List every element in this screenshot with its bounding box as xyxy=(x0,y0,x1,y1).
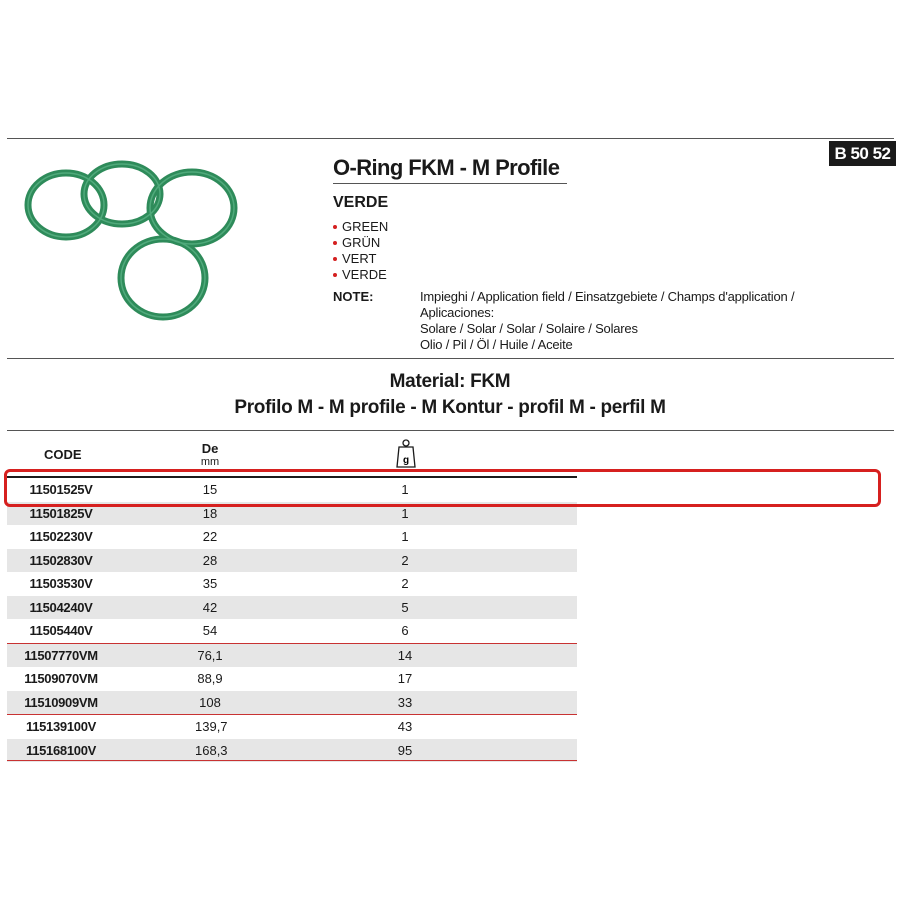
color-name-item: GREEN xyxy=(333,219,388,235)
table-row xyxy=(7,619,577,643)
cell-weight: 33 xyxy=(397,694,413,710)
cell-code: 11501525V xyxy=(29,482,93,497)
note-line: Solare / Solar / Solar / Solaire / Solares xyxy=(420,321,638,336)
cell-code: 11502830V xyxy=(29,552,93,568)
color-name-item: VERDE xyxy=(333,267,388,283)
cell-weight: 2 xyxy=(401,552,409,568)
column-header-de: De xyxy=(201,441,219,456)
cell-de: 108 xyxy=(199,694,221,710)
cell-code: 11501825V xyxy=(29,505,93,521)
cell-de: 168,3 xyxy=(195,742,228,758)
table-row xyxy=(7,643,577,668)
cell-de: 54 xyxy=(202,623,218,638)
color-name-list xyxy=(333,219,388,283)
cell-de: 18 xyxy=(202,505,218,521)
table-row xyxy=(7,596,577,620)
cell-de: 42 xyxy=(202,599,218,615)
column-header-code: CODE xyxy=(44,447,82,462)
cell-weight: 43 xyxy=(397,719,413,734)
cell-weight: 95 xyxy=(397,742,413,758)
material-heading: Material: FKM xyxy=(389,371,511,392)
cell-code: 11510909VM xyxy=(24,694,98,710)
cell-code: 115168100V xyxy=(25,742,97,758)
table-row xyxy=(7,549,577,573)
profile-heading: Profilo M - M profile - M Kontur - profil M - perfil M xyxy=(234,397,666,418)
cell-weight: 5 xyxy=(401,599,409,615)
cell-de: 15 xyxy=(202,482,218,497)
cell-code: 11509070VM xyxy=(24,671,98,686)
cell-weight: 1 xyxy=(401,482,409,497)
product-title: O-Ring FKM - M Profile xyxy=(333,155,560,180)
top-divider xyxy=(7,138,894,139)
color-name-item: GRÜN xyxy=(333,235,388,251)
cell-weight: 14 xyxy=(397,647,413,663)
cell-code: 11507770VM xyxy=(24,647,98,663)
cell-code: 115139100V xyxy=(25,719,97,734)
weight-icon xyxy=(393,438,419,468)
cell-de: 88,9 xyxy=(197,671,223,686)
highlighted-row-outline xyxy=(4,469,881,507)
table-row xyxy=(7,739,577,763)
color-heading: VERDE xyxy=(333,194,389,211)
cell-de: 35 xyxy=(202,576,218,591)
table-top-divider xyxy=(7,430,894,431)
o-ring-product-image xyxy=(18,150,248,340)
cell-weight: 17 xyxy=(397,671,413,686)
table-row xyxy=(7,714,577,739)
page-code-badge: B 50 52 xyxy=(829,141,896,166)
note-line: Aplicaciones: xyxy=(420,305,494,320)
cell-weight: 1 xyxy=(401,505,409,521)
cell-de: 28 xyxy=(202,552,218,568)
column-header-de-unit: mm xyxy=(200,456,220,468)
cell-code: 11505440V xyxy=(29,623,93,638)
table-row xyxy=(7,572,577,596)
weight-unit: g xyxy=(402,455,410,466)
note-line: Olio / Pil / Öl / Huile / Aceite xyxy=(420,337,573,352)
table-row xyxy=(7,691,577,715)
cell-de: 76,1 xyxy=(197,647,223,663)
cell-weight: 6 xyxy=(401,623,409,638)
cell-weight: 2 xyxy=(401,576,409,591)
product-table xyxy=(7,478,577,762)
note-label: NOTE: xyxy=(333,289,374,304)
note-text xyxy=(420,289,860,353)
cell-de: 139,7 xyxy=(195,719,228,734)
table-bottom-rule xyxy=(7,760,577,761)
middle-divider xyxy=(7,358,894,359)
table-row xyxy=(7,525,577,549)
title-underline xyxy=(333,183,567,184)
cell-de: 22 xyxy=(202,529,218,544)
cell-weight: 1 xyxy=(401,529,409,544)
color-name-item: VERT xyxy=(333,251,388,267)
table-row xyxy=(7,667,577,691)
cell-code: 11502230V xyxy=(29,529,93,544)
cell-code: 11504240V xyxy=(29,599,93,615)
cell-code: 11503530V xyxy=(29,576,93,591)
note-line: Impieghi / Application field / Einsatzgebiete / Champs d'application / xyxy=(420,289,795,304)
